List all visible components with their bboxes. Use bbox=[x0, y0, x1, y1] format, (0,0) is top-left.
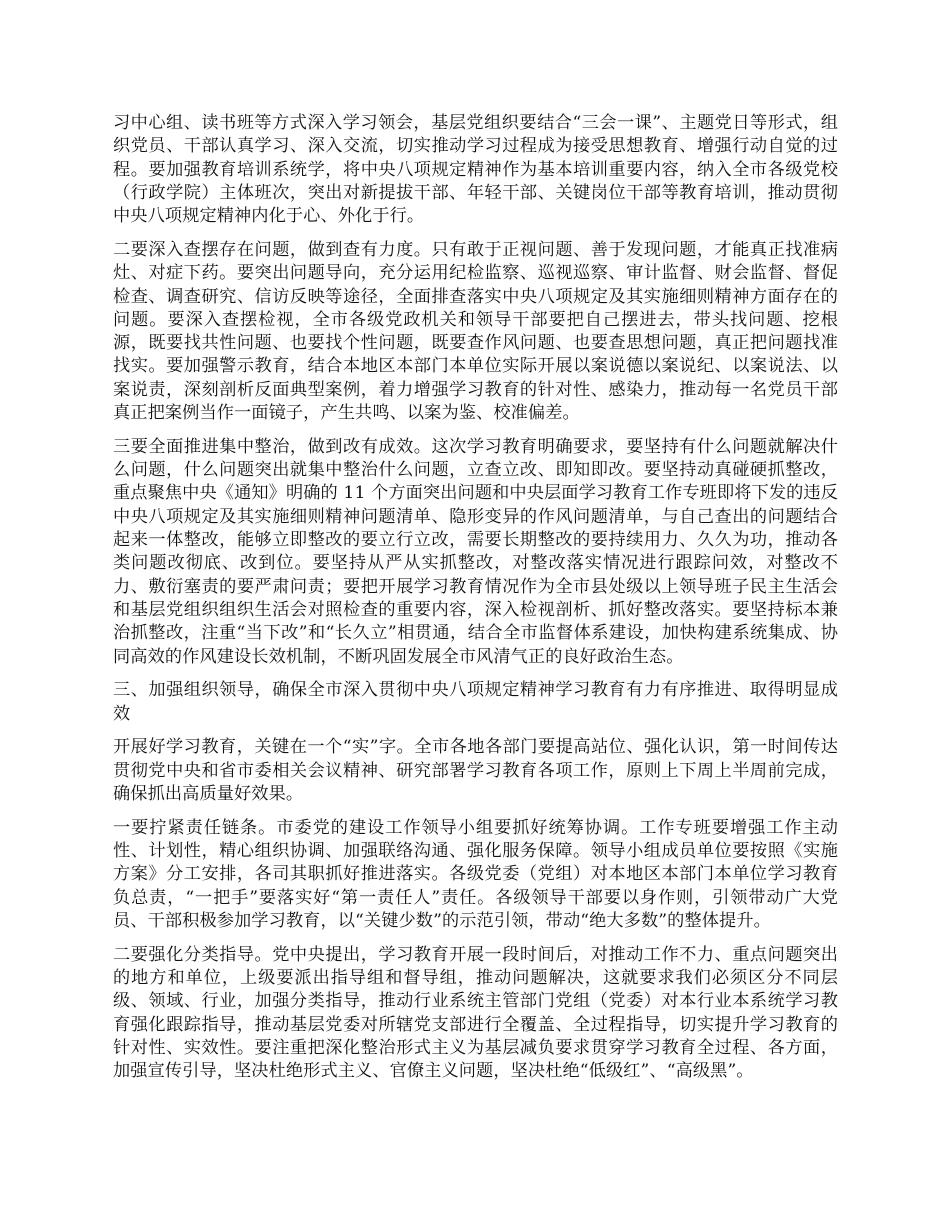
paragraph-rectification: 三要全面推进集中整治，做到改有成效。这次学习教育明确要求，要坚持有什么问题就解决什么问题，什么问题突出就集中整治什么问题，立查立改、即知即改。要坚持动真碰硬抓整改，重点聚焦中央《通知》明确的 11 个方面突出问题和中央层面学习教育工作专班即将下发的违反中央八项规定及其实施细则精神问题清单、隐形变异的作风问题清单，与自己查出的问题结合起来一体整改，能够立即整改的要立行立改，需要长期整改的要持续用力、久久为功，推动各类问题改彻底、改到位。要坚持从严从实抓整改，对整改落实情况进行跟踪问效，对整改不力、敷衍塞责的要严肃问责；要把开展学习教育情况作为全市县处级以上领导班子民主生活会和基层党组织组织生活会对照检查的重要内容，深入检视剖析、抓好整改落实。要坚持标本兼治抓整改，注重“当下改”和“长久立”相贯通，结合全市监督体系建设，加快构建系统集成、协同高效的作风建设长效机制，不断巩固发展全市风清气正的良好政治生态。 bbox=[113, 436, 838, 667]
paragraph-key-is-practical: 开展好学习教育，关键在一个“实”字。全市各地各部门要提高站位、强化认识，第一时间传达贯彻党中央和省市委相关会议精神、研究部署学习教育各项工作，原则上下周上半周前完成，确保抓出高质量好效果。 bbox=[113, 737, 838, 805]
paragraph-study-methods: 习中心组、读书班等方式深入学习领会，基层党组织要结合“三会一课”、主题党日等形式，组织党员、干部认真学习、深入交流，切实推动学习过程成为接受思想教育、增强行动自觉的过程。要加强教育培训系统学，将中央八项规定精神作为基本培训重要内容，纳入全市各级党校（行政学院）主体班次，突出对新提拔干部、年轻干部、关键岗位干部等教育培训，推动贯彻中央八项规定精神内化于心、外化于行。 bbox=[113, 113, 838, 227]
paragraph-examine-problems: 二要深入查摆存在问题，做到查有力度。只有敢于正视问题、善于发现问题，才能真正找准病灶、对症下药。要突出问题导向，充分运用纪检监察、巡视巡察、审计监督、财会监督、督促检查、调查研究、信访反映等途径，全面排查落实中央八项规定及其实施细则精神方面存在的问题。要深入查摆检视，全市各级党政机关和领导干部要把自己摆进去，带头找问题、挖根源，既要找共性问题、也要找个性问题，既要查作风问题、也要查思想问题，真正把问题找准找实。要加强警示教育，结合本地区本部门本单位实际开展以案说德以案说纪、以案说法、以案说责，深刻剖析反面典型案例，着力增强学习教育的针对性、感染力，推动每一名党员干部真正把案例当作一面镜子，产生共鸣、以案为鉴、校准偏差。 bbox=[113, 239, 838, 424]
section-heading-organization-leadership: 三、加强组织领导，确保全市深入贯彻中央八项规定精神学习教育有力有序推进、取得明显成效 bbox=[113, 680, 838, 724]
paragraph-classified-guidance: 二要强化分类指导。党中央提出，学习教育开展一段时间后，对推动工作不力、重点问题突出的地方和单位，上级要派出指导组和督导组，推动问题解决，这就要求我们必须区分不同层级、领域、行业，加强分类指导，推动行业系统主管部门党组（党委）对本行业本系统学习教育强化跟踪指导，推动基层党委对所辖党支部进行全覆盖、全过程指导，切实提升学习教育的针对性、实效性。要注重把深化整治形式主义为基层减负要求贯穿学习教育全过程、各方面，加强宣传引导，坚决杜绝形式主义、官僚主义问题，坚决杜绝“低级红”、“高级黑”。 bbox=[113, 944, 838, 1082]
paragraph-responsibility-chain: 一要拧紧责任链条。市委党的建设工作领导小组要抓好统筹协调。工作专班要增强工作主动性、计划性，精心组织协调、加强联络沟通、强化服务保障。领导小组成员单位要按照《实施方案》分工安排，各司其职抓好推进落实。各级党委（党组）对本地区本部门本单位学习教育负总责，“一把手”要落实好“第一责任人”责任。各级领导干部要以身作则，引领带动广大党员、干部积极参加学习教育，以“关键少数”的示范引领，带动“绝大多数”的整体提升。 bbox=[113, 817, 838, 931]
document-body bbox=[113, 112, 838, 1094]
